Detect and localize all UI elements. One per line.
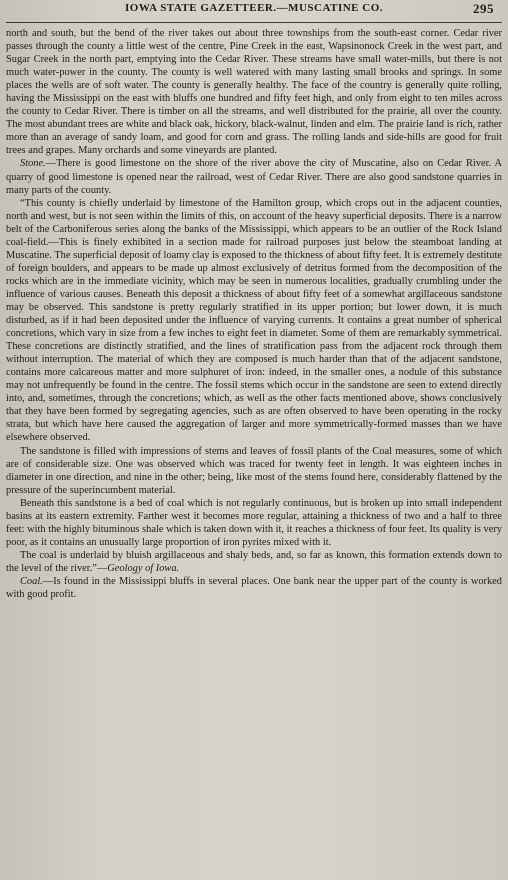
page-number: 295 (473, 1, 494, 16)
paragraph-stone: Stone.—There is good limestone on the shore of the river above the city of Muscatine, also on Cedar River. A quarry of good limestone is opened near the railroad, west of Cedar River. There are also good sandstone quarries in many parts of the county. (6, 158, 502, 196)
citation-source: Geology of Iowa. (107, 562, 180, 574)
running-title: IOWA STATE GAZETTEER.—MUSCATINE CO. (124, 2, 384, 14)
paragraph-underlying-beds: The coal is underlaid by bluish argillaceous and shaly beds, and, so far as known, this formation extends down to the level of the river.”—Geology of Iowa. (6, 549, 502, 574)
page-header (6, 0, 502, 22)
paragraph-coal-bed: Beneath this sandstone is a bed of coal which is not regularly continuous, but is broken up into small independent basins at its eastern extremity. Farther west it becomes more regular, attaining a thickness of two and a half to three feet: with the highly bituminous shale which is taken down with it, it reaches a thickness of four feet. Its quality is very poor, as it contains an unusually large proportion of iron pyrites mixed with it. (6, 497, 502, 548)
paragraph-geology-quote: “This county is chiefly underlaid by limestone of the Hamilton group, which crops out in the adjacent counties, north and west, but is not seen within the limits of this, on account of the heavy superficial deposits. There is a narrow belt of the Carboniferous series along the banks of the Mississippi, which appears to be an outlier of the Rock Island coal-field.—This is finely exhibited in a section made for railroad purposes just below the steamboat landing at Muscatine. The superficial deposit of loamy clay is exposed to the thickness of about fifty feet. It is extremely destitute of foreign boulders, and appears to be made up almost exclusively of detritus formed from the decomposition of the rocks which are in the immediate vicinity, which may be seen in numerous localities, gradually crumbling under the influence of various causes. Beneath this deposit a thickness of about fifty feet of a somewhat argillaceous sandstone may be observed. This sandstone is pretty regularly stratified in its upper portion; but lower down, it is much disturbed, as if it had been deposited under the influence of varying currents. It contains a great number of spherical concretions, which vary in size from a few inches to eight feet in diameter. Some of them are remarkably symmetrical. These concretions are distinctly stratified, and the lines of stratification pass from the adjacent rock through them without interruption. The material of which they are composed is much harder than that of the adjacent sandstone, contains more calcareous matter and more sulphuret of iron: indeed, in the smaller ones, a nodule of this substance may not unfrequently be found in the centre. The fossil stems which occur in the sandstone are seen to extend directly into, and, sometimes, through the concretions; which, as well as the other facts mentioned above, shows conclusively that they have been formed by segregating agencies, such as are often observed to have been operating in the rocky strata, but which have here caused the aggregation of larger and more symmetrically-formed masses than we have elsewhere observed. (6, 197, 502, 444)
section-heading-stone: Stone. (20, 158, 46, 170)
paragraph-coal: Coal.—Is found in the Mississippi bluffs in several places. One bank near the upper part of the county is worked with good profit. (6, 575, 502, 601)
article-body (6, 27, 502, 601)
paragraph-county-description: north and south, but the bend of the river takes out about three townships from the south-east corner. Cedar river passes through the county a little west of the centre, Pine Creek in the east, Wapsinonock Creek in the west part, and Sugar Creek in the north part, emptying into the Cedar River. These streams have small water-mills, but there is not much water-power in the county. The county is well watered with many lasting small brooks and springs. In some places the wells are of soft water. The county is generally healthy. The face of the country is generally quite rolling, having the Mississippi on the east with bluffs one hundred and fifty feet high, and only from eight to ten miles across the county to Cedar River. There is timber on all the streams, and well distributed for the prairie, all over the county. The most abundant trees are white and black oak, hickory, black-walnut, linden and elm. The prairie land is rich, rather more than an average of sandy loam, and good for corn and grass. The rolling lands and side-hills are good for fruit trees and grapes. Many orchards and some vineyards are planted. (6, 28, 502, 157)
paragraph-sandstone: The sandstone is filled with impressions of stems and leaves of fossil plants of the Coal measures, some of which are of considerable size. One was observed which was traced for twenty feet in length. It was eighteen inches in diameter in one direction, and nine in the other; being, like most of the stems found here, considerably flattened by the pressure of the superincumbent material. (6, 445, 502, 496)
header-rule (6, 22, 502, 23)
section-heading-coal: Coal. (20, 575, 43, 587)
